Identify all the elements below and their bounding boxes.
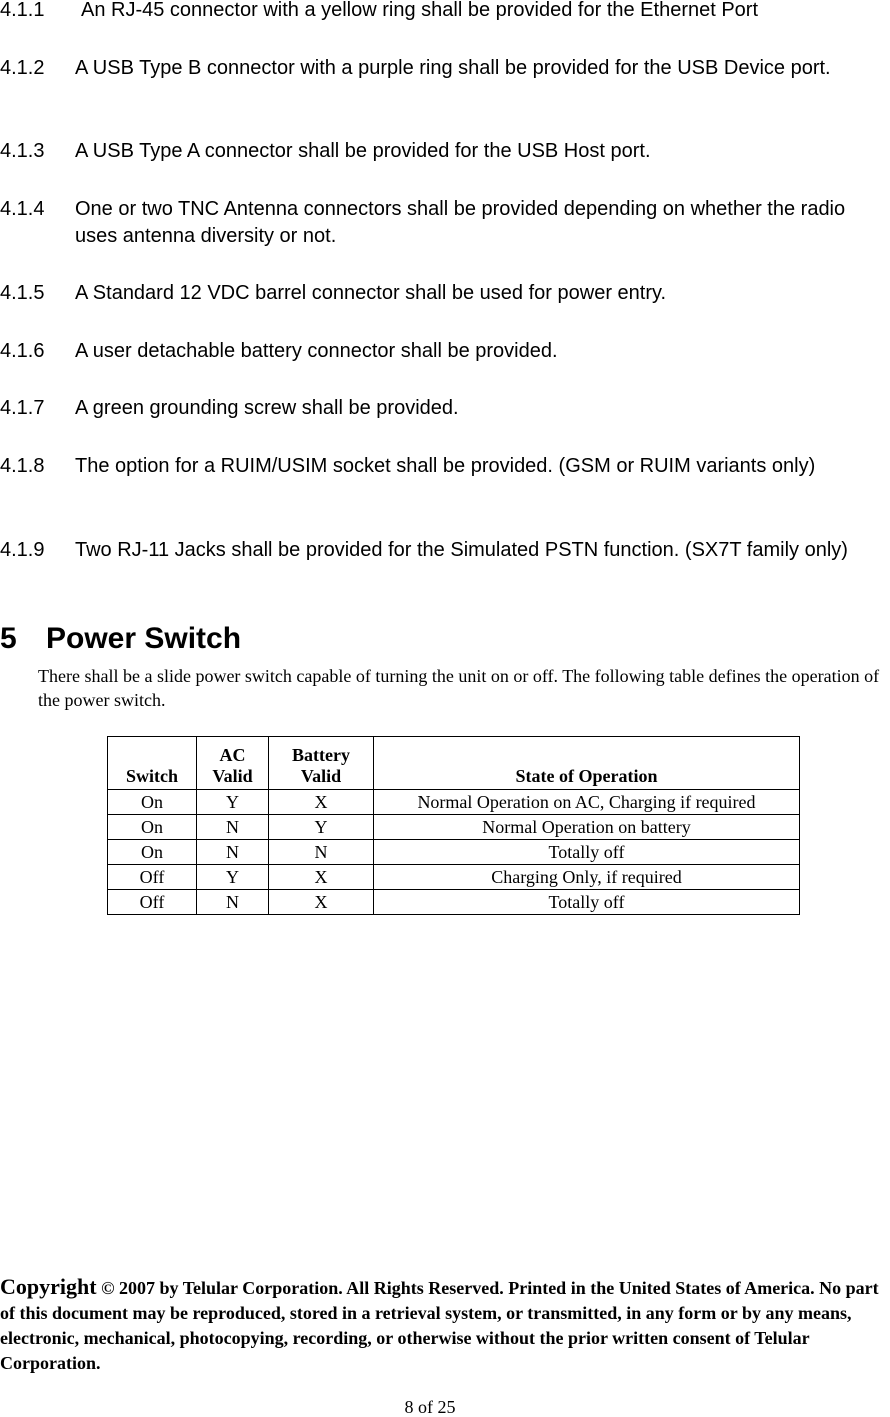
section-title: Power Switch [46,622,242,655]
section-number: 5 [0,622,17,655]
cell-battery: X [269,790,374,815]
cell-state: Normal Operation on battery [374,815,800,840]
header-switch: Switch [108,737,197,790]
table-row [108,865,800,890]
clause-text: A USB Type B connector with a purple ring shall be provided for the USB Device port. [75,57,831,79]
cell-ac: Y [197,790,269,815]
table-row [108,790,800,815]
clause-text: A USB Type A connector shall be provided for the USB Host port. [75,140,651,162]
clause-text: A user detachable battery connector shall be provided. [75,340,558,362]
cell-switch: On [108,840,197,865]
clause-text: The option for a RUIM/USIM socket shall be provided. (GSM or RUIM variants only) [75,455,816,477]
clause-text: A green grounding screw shall be provided. [75,397,459,419]
power-switch-table [107,736,800,915]
table-row [108,840,800,865]
clause-4-1-8 [0,453,890,480]
clause-4-1-7 [0,395,890,422]
cell-battery: Y [269,815,374,840]
cell-switch: On [108,815,197,840]
header-battery-valid: Battery Valid [269,737,374,790]
clause-number: 4.1.2 [0,57,45,79]
copyright-notice [0,1274,890,1376]
clause-number: 4.1.5 [0,282,45,304]
clause-number: 4.1.6 [0,340,45,362]
copyright-text: 2007 by Telular Corporation. All Rights Reserved. Printed in the United States of America. No part of this document may be reproduced, stored in a retrieval system, or transmitted, in any form or by any means, electronic, mechanical, photocopying, recording, or otherwise without the prior written consent of Telular Corporation. [0,1278,879,1373]
clause-number: 4.1.9 [0,539,45,561]
clause-4-1-6 [0,338,890,365]
clause-number: 4.1.3 [0,140,45,162]
cell-ac: N [197,815,269,840]
clause-4-1-3 [0,138,890,165]
cell-switch: On [108,790,197,815]
copyright-symbol: © [101,1278,115,1298]
cell-battery: X [269,865,374,890]
table-header-row [108,737,800,790]
cell-state: Totally off [374,890,800,915]
page-number: 8 of 25 [404,1397,456,1417]
cell-ac: Y [197,865,269,890]
clause-4-1-2 [0,55,890,82]
section-heading [0,620,241,658]
cell-ac: N [197,890,269,915]
copyright-word: Copyright [0,1274,97,1299]
clause-4-1-9 [0,537,890,564]
clause-number: 4.1.8 [0,455,45,477]
cell-battery: N [269,840,374,865]
table-row [108,815,800,840]
clause-4-1-1 [0,0,890,24]
cell-ac: N [197,840,269,865]
clause-number: 4.1.4 [0,198,45,220]
clause-4-1-4 [0,196,890,250]
clause-text: An RJ-45 connector with a yellow ring shall be provided for the Ethernet Port [81,0,759,21]
header-state-of-operation: State of Operation [374,737,800,790]
clause-4-1-5 [0,280,890,307]
cell-switch: Off [108,890,197,915]
cell-state: Normal Operation on AC, Charging if required [374,790,800,815]
clause-text: One or two TNC Antenna connectors shall be provided depending on whether the radio uses antenna diversity or not. [75,198,846,247]
clause-text: Two RJ-11 Jacks shall be provided for the Simulated PSTN function. (SX7T family only) [75,539,848,561]
clause-number: 4.1.7 [0,397,45,419]
clause-number: 4.1.1 [0,0,45,21]
table-row [108,890,800,915]
cell-battery: X [269,890,374,915]
header-ac-valid: AC Valid [197,737,269,790]
cell-state: Charging Only, if required [374,865,800,890]
cell-state: Totally off [374,840,800,865]
section-body: There shall be a slide power switch capable of turning the unit on or off. The following table defines the operation of the power switch. [38,666,880,710]
cell-switch: Off [108,865,197,890]
clause-text: A Standard 12 VDC barrel connector shall be used for power entry. [75,282,667,304]
